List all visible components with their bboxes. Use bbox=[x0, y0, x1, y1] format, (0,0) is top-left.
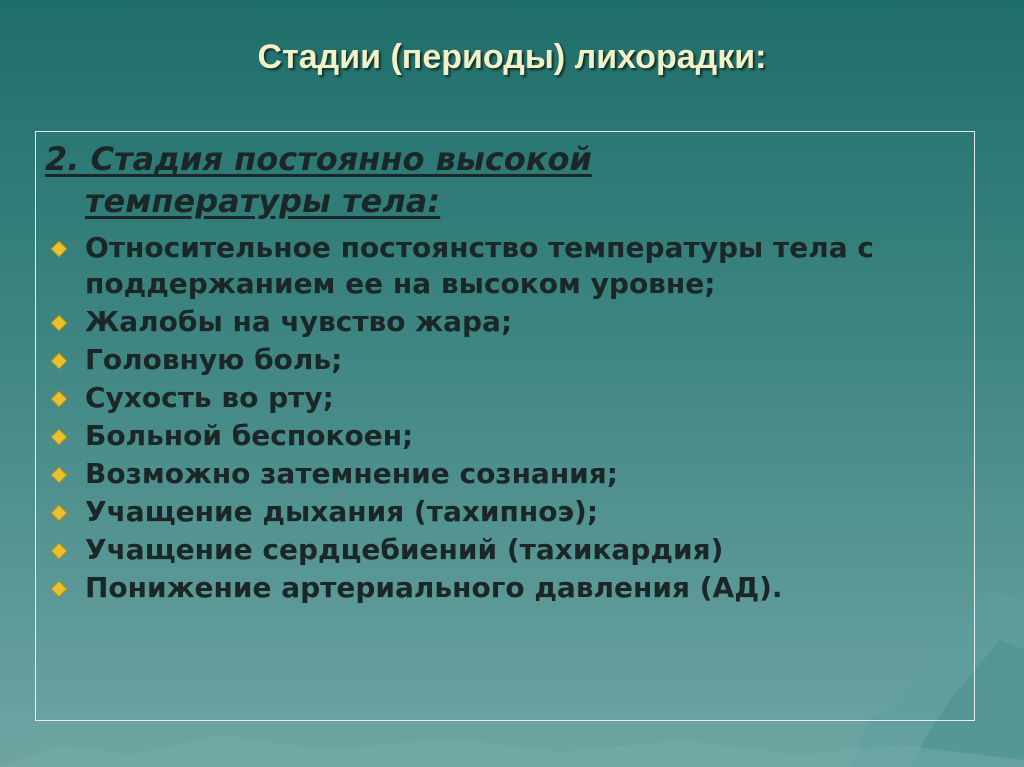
list-item bbox=[45, 570, 965, 606]
diamond-bullet-icon bbox=[52, 392, 66, 406]
bullet-text: Жалобы на чувство жара; bbox=[85, 305, 513, 338]
list-item bbox=[45, 342, 965, 378]
heading-line-2: температуры тела: bbox=[85, 182, 441, 220]
bullet-text: Понижение артериального давления (АД). bbox=[85, 571, 783, 604]
bullet-text: Учащение сердцебиений (тахикардия) bbox=[85, 533, 724, 566]
section-heading bbox=[45, 138, 965, 222]
diamond-bullet-icon bbox=[52, 354, 66, 368]
bullet-list bbox=[45, 230, 965, 608]
diamond-bullet-icon bbox=[52, 506, 66, 520]
bullet-text: Головную боль; bbox=[85, 343, 343, 376]
diamond-bullet-icon bbox=[52, 582, 66, 596]
list-item bbox=[45, 494, 965, 530]
list-item bbox=[45, 418, 965, 454]
diamond-bullet-icon bbox=[52, 316, 66, 330]
list-item bbox=[45, 456, 965, 492]
heading-line-1: 2. Стадия постоянно высокой bbox=[45, 140, 592, 178]
diamond-bullet-icon bbox=[52, 430, 66, 444]
slide-title: Стадии (периоды) лихорадки: bbox=[257, 38, 767, 76]
bullet-text: Учащение дыхания (тахипноэ); bbox=[85, 495, 599, 528]
bullet-text: Сухость во рту; bbox=[85, 381, 334, 414]
bullet-text: Возможно затемнение сознания; bbox=[85, 457, 618, 490]
diamond-bullet-icon bbox=[52, 544, 66, 558]
list-item bbox=[45, 380, 965, 416]
diamond-bullet-icon bbox=[52, 468, 66, 482]
bullet-text: Относительное постоянство температуры тела с поддержанием ее на высоком уровне; bbox=[85, 231, 875, 300]
list-item bbox=[45, 532, 965, 568]
diamond-bullet-icon bbox=[52, 242, 66, 256]
bullet-text: Больной беспокоен; bbox=[85, 419, 414, 452]
list-item bbox=[45, 230, 965, 302]
list-item bbox=[45, 304, 965, 340]
